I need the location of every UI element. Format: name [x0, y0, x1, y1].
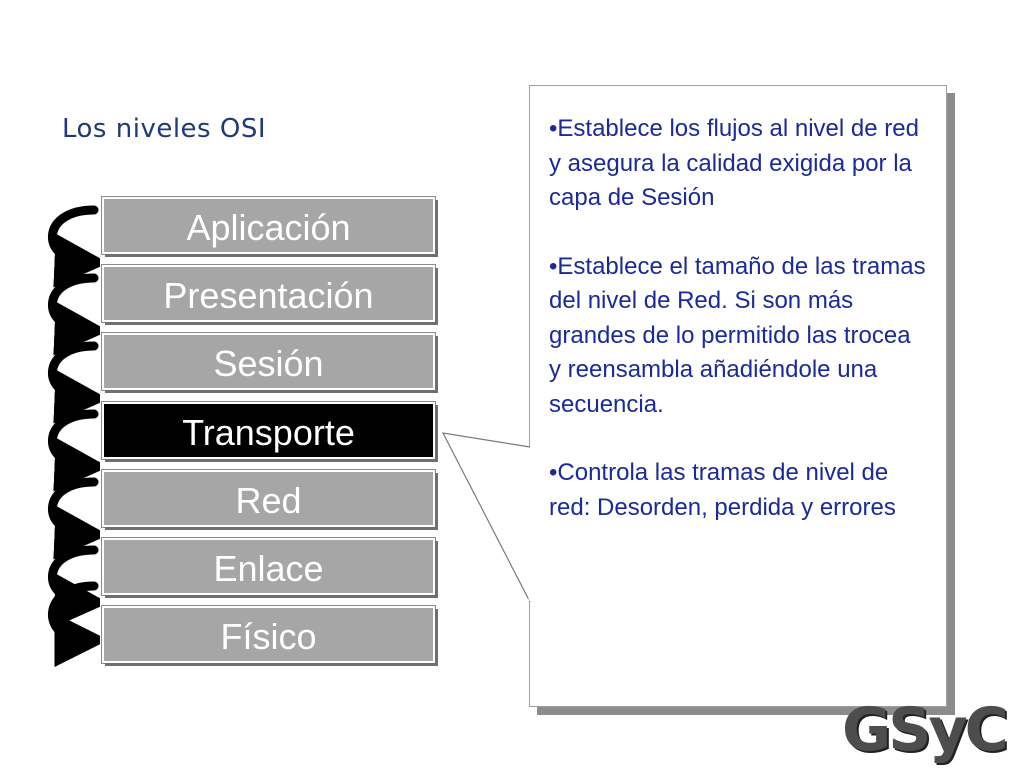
layer-red: Red [102, 470, 435, 527]
slide-title: Los niveles OSI [62, 114, 266, 144]
layer-presentacion: Presentación [102, 265, 435, 322]
layer-aplicacion: Aplicación [102, 197, 435, 254]
note-item: •Controla las tramas de nivel de red: Desorden, perdida y errores [549, 459, 896, 521]
layer-transporte: Transporte [102, 402, 435, 459]
layer-sesion: Sesión [102, 333, 435, 390]
note-item: •Establece el tamaño de las tramas del nivel de Red. Si son más grandes de lo permitido las trocea y reensambla añadiéndole una secuencia. [549, 252, 926, 418]
layer-enlace: Enlace [102, 538, 435, 595]
note-item: •Establece los flujos al nivel de red y asegura la calidad exigida por la capa de Sesión [549, 115, 919, 211]
layer-fisico: Físico [102, 606, 435, 663]
gsyc-logo: GSyC [842, 695, 1006, 765]
